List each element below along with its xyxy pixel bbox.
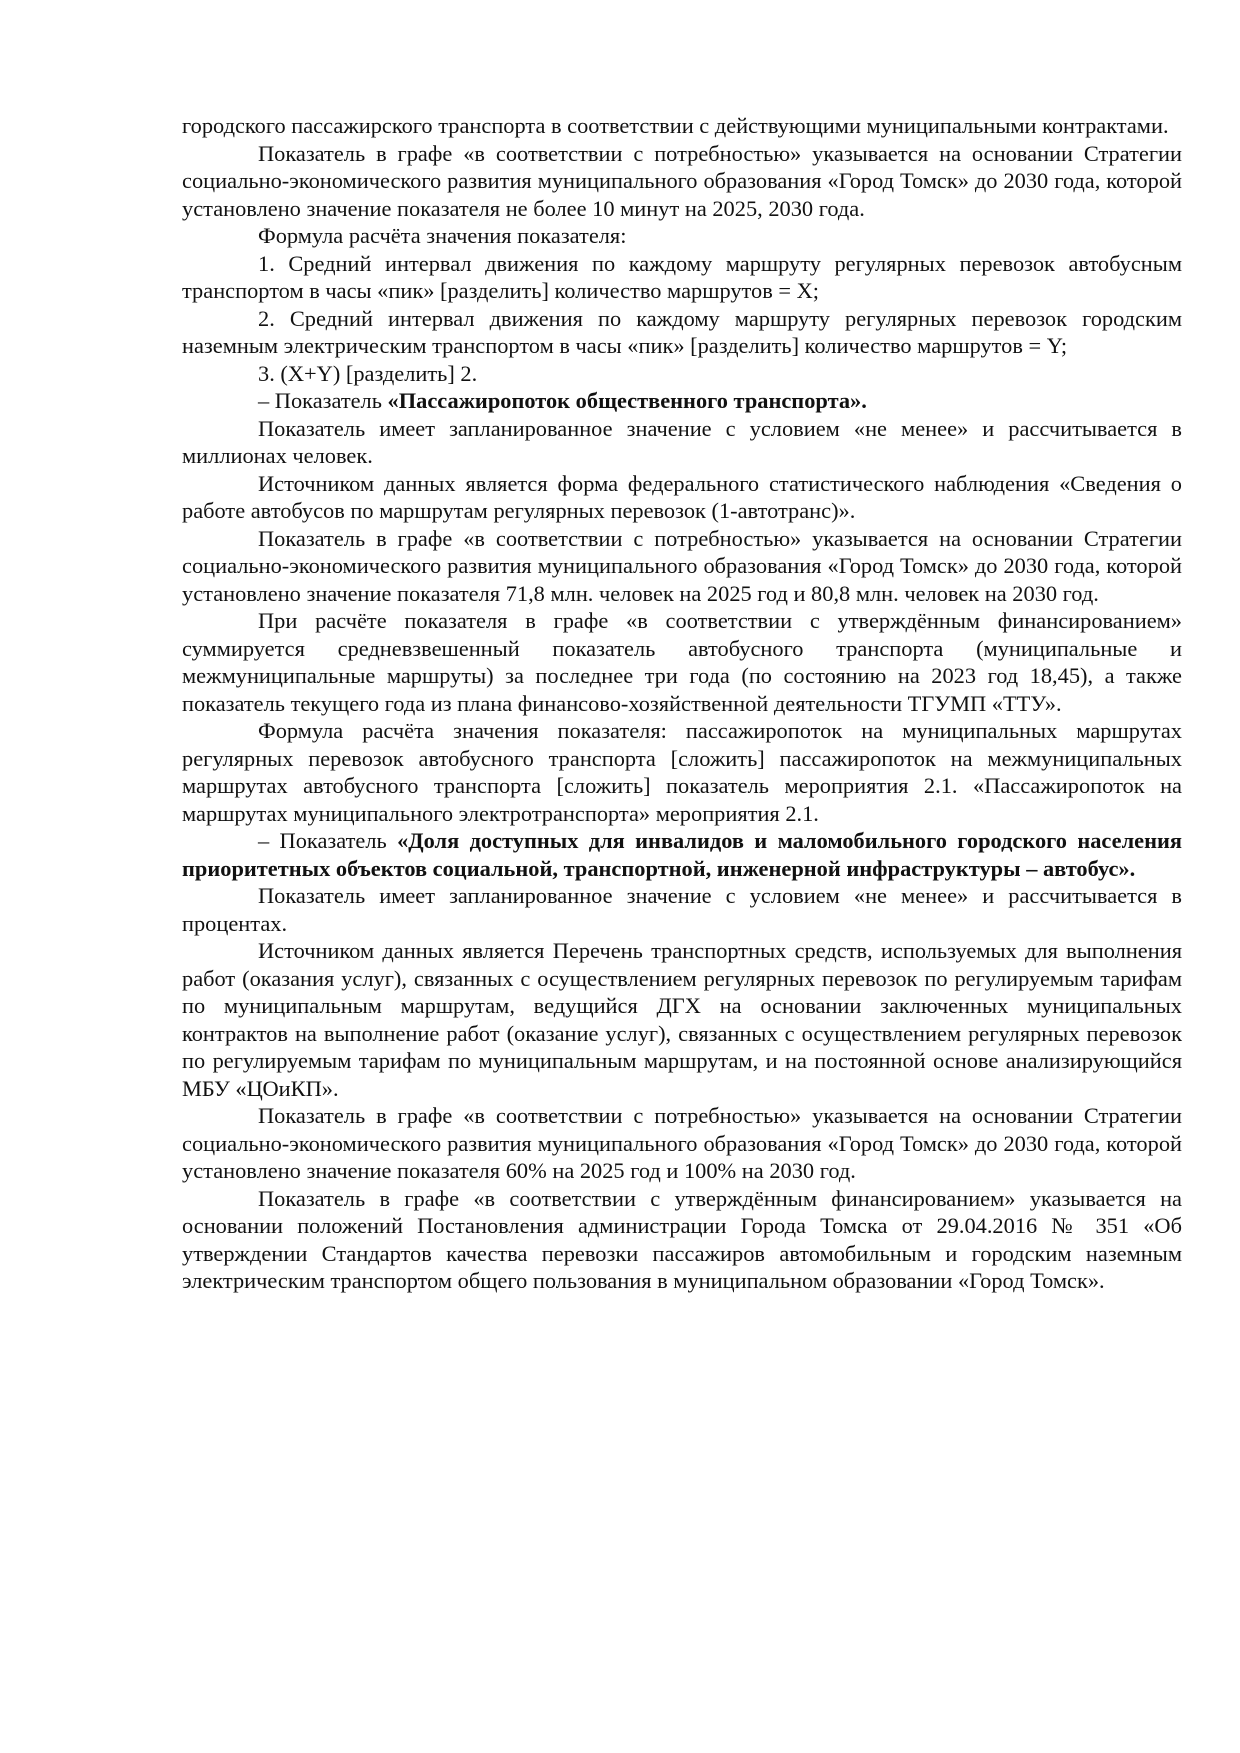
paragraph-formula-heading: Формула расчёта значения показателя:	[258, 223, 627, 248]
paragraph-continuation: городского пассажирского транспорта в соответствии с действующими муниципальными контрактами.	[182, 113, 1169, 138]
indicator-title: «Доля доступных для инвалидов и маломобильного городского населения приоритетных объектов социальной, транспортной, инженерной инфраструктуры – автобус».	[182, 828, 1182, 881]
paragraph-financing-basis: Показатель в графе «в соответствии с утверждённым финансированием» указывается на основании положений Постановления администрации Города Томска от 29.04.2016 № 351 «Об утверждении Стандартов качества перевозки пассажиров автомобильным и городским наземным электрическим транспортом общего пользования в муниципальном образовании «Город Томск».	[182, 1185, 1182, 1293]
paragraph-formula-step-2: 2. Средний интервал движения по каждому маршруту регулярных перевозок городским наземным электрическим транспортом в часы «пик» [разделить] количество маршрутов = Y;	[182, 305, 1182, 358]
paragraph-need-basis: Показатель в графе «в соответствии с потребностью» указывается на основании Стратегии социально-экономического развития муниципального образования «Город Томск» до 2030 года, которой установлено значение показателя не более 10 минут на 2025, 2030 года.	[182, 140, 1182, 221]
paragraph-indicator-passenger-flow	[182, 387, 1182, 415]
paragraph-indicator-accessibility	[182, 827, 1182, 882]
paragraph-planned-value: Показатель имеет запланированное значение с условием «не менее» и рассчитывается в миллионах человек.	[182, 415, 1182, 468]
document-page	[182, 112, 1182, 1295]
paragraph-financing-calc: При расчёте показателя в графе «в соответствии с утверждённым финансированием» суммируется средневзвешенный показатель автобусного транспорта (муниципальные и межмуниципальные маршруты) за последнее три года (по состоянию на 2023 год 18,45), а также показатель текущего года из плана финансово-хозяйственной деятельности ТГУМП «ТТУ».	[182, 608, 1182, 716]
paragraph-formula-passenger-flow: Формула расчёта значения показателя: пассажиропоток на муниципальных маршрутах регулярных перевозок автобусного транспорта [сложить] пассажиропоток на межмуниципальных маршрутах автобусного транспорта [сложить] показатель мероприятия 2.1. «Пассажиропоток на маршрутах муниципального электротранспорта» мероприятия 2.1.	[182, 718, 1182, 826]
paragraph-formula-step-1: 1. Средний интервал движения по каждому маршруту регулярных перевозок автобусным транспортом в часы «пик» [разделить] количество маршрутов = X;	[182, 250, 1182, 303]
indicator-title: «Пассажиропоток общественного транспорта».	[387, 388, 867, 413]
paragraph-planned-value-percent: Показатель имеет запланированное значение с условием «не менее» и рассчитывается в процентах.	[182, 883, 1182, 936]
paragraph-need-basis-2: Показатель в графе «в соответствии с потребностью» указывается на основании Стратегии социально-экономического развития муниципального образования «Город Томск» до 2030 года, которой установлено значение показателя 71,8 млн. человек на 2025 год и 80,8 млн. человек на 2030 год.	[182, 525, 1182, 606]
indicator-prefix: – Показатель	[258, 828, 398, 853]
indicator-prefix: – Показатель	[258, 388, 388, 413]
paragraph-data-source: Источником данных является форма федерального статистического наблюдения «Сведения о работе автобусов по маршрутам регулярных перевозок (1-автотранс)».	[182, 470, 1182, 523]
paragraph-data-source-list: Источником данных является Перечень транспортных средств, используемых для выполнения работ (оказания услуг), связанных с осуществлением регулярных перевозок по регулируемым тарифам по муниципальным маршрутам, ведущийся ДГХ на основании заключенных муниципальных контрактов на выполнение работ (оказание услуг), связанных с осуществлением регулярных перевозок по регулируемым тарифам по муниципальным маршрутам, и на постоянной основе анализирующийся МБУ «ЦОиКП».	[182, 938, 1182, 1101]
paragraph-need-basis-3: Показатель в графе «в соответствии с потребностью» указывается на основании Стратегии социально-экономического развития муниципального образования «Город Томск» до 2030 года, которой установлено значение показателя 60% на 2025 год и 100% на 2030 год.	[182, 1103, 1182, 1183]
paragraph-formula-step-3: 3. (X+Y) [разделить] 2.	[258, 360, 478, 386]
